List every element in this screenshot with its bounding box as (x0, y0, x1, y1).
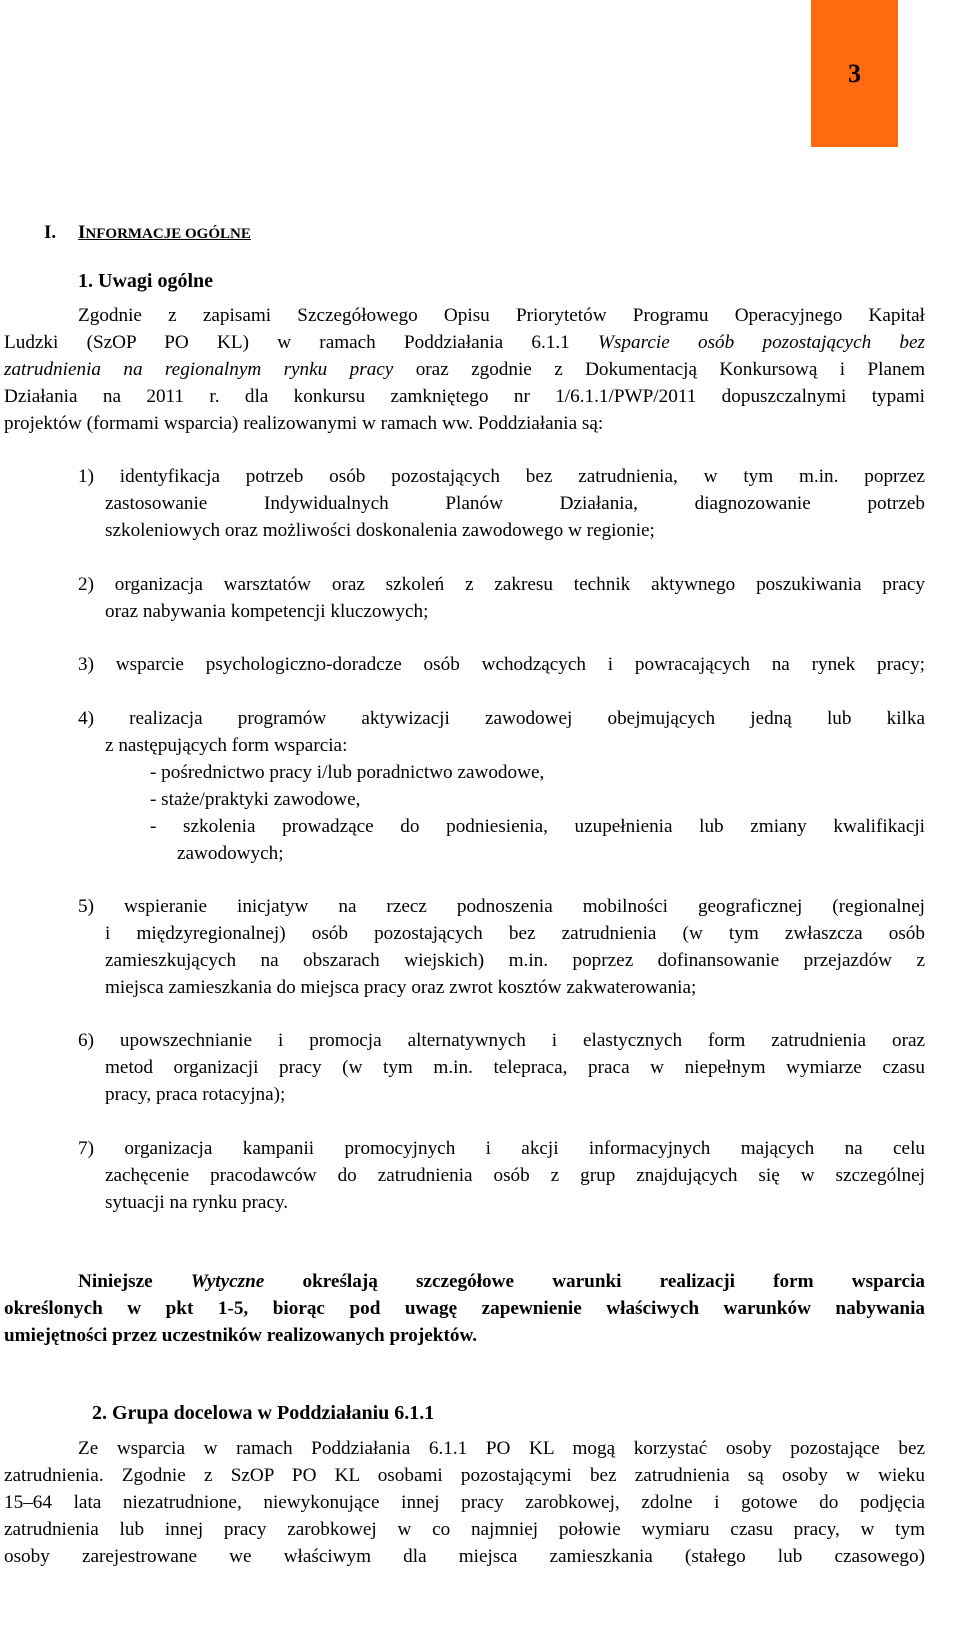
list-item-5-line: 5) wspieranie inicjatyw na rzecz podnoszenia mobilności geograficznej (regionalnej (78, 896, 925, 917)
list-item-4-line: 4) realizacja programów aktywizacji zawodowej obejmujących jedną lub kilka (78, 708, 925, 729)
paragraph-line: zatrudnienia na regionalnym rynku pracy oraz zgodnie z Dokumentacją Konkursową i Planem (4, 359, 926, 380)
bold-paragraph-line: określonych w pkt 1-5, biorąc pod uwagę zapewnienie właściwych warunków nabywania (4, 1298, 925, 1319)
list-item-7-line: zachęcenie pracodawców do zatrudnienia osób z grup znajdujących się w szczególnej (105, 1165, 925, 1186)
paragraph-line: 15–64 lata niezatrudnione, niewykonujące innej pracy zarobkowej, zdolne i gotowe do podjęcia (4, 1492, 925, 1513)
section-number: I. (44, 222, 57, 243)
page-number-badge: 3 (811, 0, 898, 147)
list-item-2-line: 2) organizacja warsztatów oraz szkoleń z zakresu technik aktywnego poszukiwania pracy (78, 574, 925, 595)
list-item-3-line: 3) wsparcie psychologiczno-doradcze osób wchodzących i powracających na rynek pracy; (78, 654, 925, 675)
list-item-2-line: oraz nabywania kompetencji kluczowych; (105, 601, 429, 622)
list-item-7-line: sytuacji na rynku pracy. (105, 1192, 289, 1213)
list-item-4-line: z następujących form wsparcia: (105, 735, 348, 756)
list-item-5-line: miejsca zamieszkania do miejsca pracy oraz zwrot kosztów zakwaterowania; (105, 977, 697, 998)
list-item-4-subitem: - staże/praktyki zawodowe, (150, 789, 361, 810)
paragraph-line: Zgodnie z zapisami Szczegółowego Opisu Priorytetów Programu Operacyjnego Kapitał (78, 305, 925, 326)
list-item-6-line: pracy, praca rotacyjna); (105, 1084, 286, 1105)
list-item-1-line: szkoleniowych oraz możliwości doskonalenia zawodowego w regionie; (105, 520, 655, 541)
section-heading (44, 222, 251, 244)
paragraph-line: Działania na 2011 r. dla konkursu zamkniętego nr 1/6.1.1/PWP/2011 dopuszczalnymi typami (4, 386, 925, 407)
list-item-1-line: 1) identyfikacja potrzeb osób pozostających bez zatrudnienia, w tym m.in. poprzez (78, 466, 925, 487)
bold-paragraph-line: Niniejsze Wytyczne określają szczegółowe warunki realizacji form wsparcia (78, 1271, 925, 1292)
paragraph-line: osoby zarejestrowane we właściwym dla miejsca zamieszkania (stałego lub czasowego) (4, 1546, 925, 1567)
list-item-5-line: i międzyregionalnej) osób pozostających bez zatrudnienia (w tym zwłaszcza osób (105, 923, 925, 944)
paragraph-line: projektów (formami wsparcia) realizowanymi w ramach ww. Poddziałania są: (4, 413, 604, 434)
subsection-heading-2: 2. Grupa docelowa w Poddziałaniu 6.1.1 (92, 1402, 435, 1424)
list-item-4-subitem: - szkolenia prowadzące do podniesienia, uzupełnienia lub zmiany kwalifikacji (150, 816, 925, 837)
paragraph-line: zatrudnienia lub innej pracy zarobkowej w co najmniej połowie wymiaru czasu pracy, w tym (4, 1519, 925, 1540)
list-item-4-subitem: zawodowych; (177, 843, 284, 864)
list-item-5-line: zamieszkujących na obszarach wiejskich) m.in. poprzez dofinansowanie przejazdów z (105, 950, 925, 971)
list-item-7-line: 7) organizacja kampanii promocyjnych i akcji informacyjnych mających na celu (78, 1138, 925, 1159)
paragraph-line: Ludzki (SzOP PO KL) w ramach Poddziałania 6.1.1 Wsparcie osób pozostających bez (4, 332, 926, 353)
section-title: INFORMACJE OGÓLNE (78, 222, 251, 243)
paragraph-line: Ze wsparcia w ramach Poddziałania 6.1.1 PO KL mogą korzystać osoby pozostające bez (78, 1438, 925, 1459)
subsection-heading-1: 1. Uwagi ogólne (78, 270, 213, 292)
list-item-4-subitem: - pośrednictwo pracy i/lub poradnictwo zawodowe, (150, 762, 545, 783)
list-item-6-line: 6) upowszechnianie i promocja alternatywnych i elastycznych form zatrudnienia oraz (78, 1030, 925, 1051)
paragraph-line: zatrudnienia. Zgodnie z SzOP PO KL osobami pozostającymi bez zatrudnienia są osoby w wieku (4, 1465, 925, 1486)
list-item-6-line: metod organizacji pracy (w tym m.in. telepraca, praca w niepełnym wymiarze czasu (105, 1057, 925, 1078)
bold-paragraph-line: umiejętności przez uczestników realizowanych projektów. (4, 1325, 478, 1346)
list-item-1-line: zastosowanie Indywidualnych Planów Działania, diagnozowanie potrzeb (105, 493, 925, 514)
